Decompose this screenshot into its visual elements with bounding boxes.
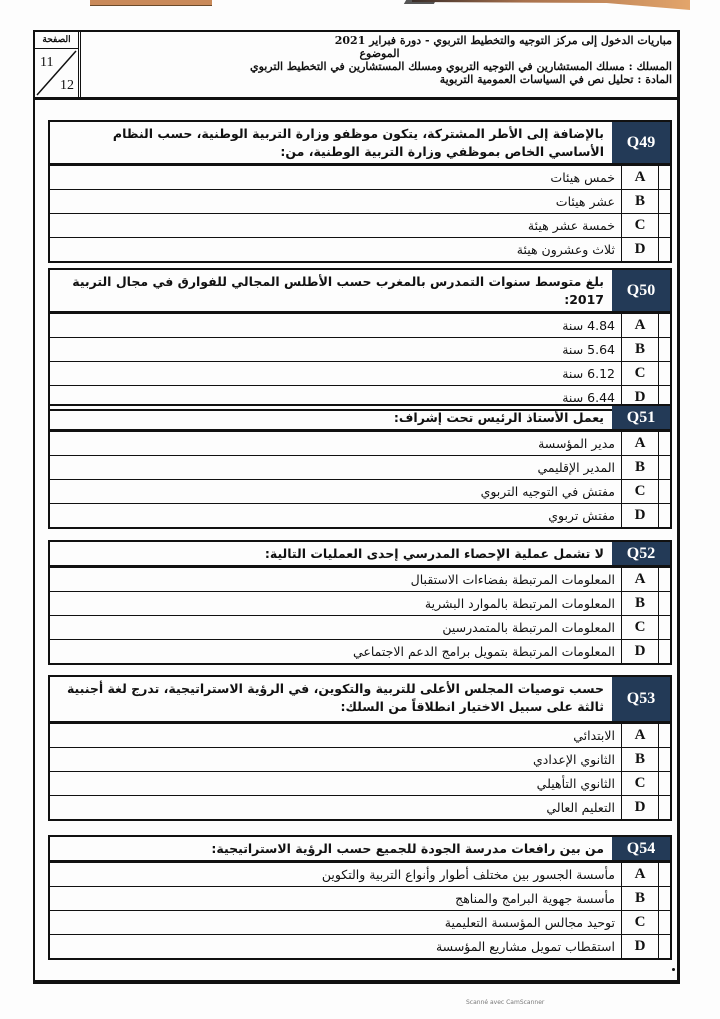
page-current: 11 <box>40 55 54 70</box>
option-spacer <box>659 456 670 479</box>
subject-heading: الموضوع <box>359 47 400 60</box>
option-text: الابتدائي <box>573 728 615 743</box>
option-text: 6.44 سنة <box>562 390 615 405</box>
question-header <box>50 406 670 431</box>
option-text: مأسسة الجسور بين مختلف أطوار وأنواع التربية والتكوين <box>321 867 615 882</box>
option-spacer <box>659 338 670 361</box>
question-block <box>48 835 672 960</box>
option-letter: D <box>621 640 659 663</box>
question-header <box>50 270 670 313</box>
answer-option[interactable] <box>50 503 670 527</box>
option-letter: A <box>621 432 659 455</box>
answer-option[interactable] <box>50 615 670 639</box>
answer-option[interactable] <box>50 591 670 615</box>
answer-option[interactable] <box>50 337 670 361</box>
option-text: مأسسة جهوية البرامج والمناهج <box>455 891 615 906</box>
page-numbers <box>35 49 78 96</box>
option-text: 5.64 سنة <box>562 342 615 357</box>
question-number: Q50 <box>612 270 670 311</box>
answer-option[interactable] <box>50 213 670 237</box>
option-letter: B <box>621 338 659 361</box>
option-text: المدير الإقليمي <box>537 460 615 475</box>
answer-option[interactable] <box>50 313 670 337</box>
option-letter: A <box>621 166 659 189</box>
option-letter: C <box>621 214 659 237</box>
option-letter: A <box>621 724 659 747</box>
option-spacer <box>659 935 670 958</box>
question-text: حسب توصيات المجلس الأعلى للتربية والتكوين، في الرؤية الاستراتيجية، تدرج لغة أجنبية ثالثة على سبيل الاختيار انطلاقاً من السلك: <box>66 681 604 714</box>
option-letter: C <box>621 911 659 934</box>
option-text: المعلومات المرتبطة بتمويل برامج الدعم الاجتماعي <box>352 644 615 659</box>
answer-option[interactable] <box>50 747 670 771</box>
option-spacer <box>659 887 670 910</box>
question-block <box>48 268 672 411</box>
option-spacer <box>659 911 670 934</box>
answer-option[interactable] <box>50 934 670 958</box>
option-spacer <box>659 568 670 591</box>
scanner-watermark: Scanné avec CamScanner <box>466 999 545 1006</box>
option-letter: D <box>621 504 659 527</box>
option-spacer <box>659 504 670 527</box>
answer-option[interactable] <box>50 189 670 213</box>
subject-line: المادة : تحليل نص في السياسات العمومية التربوية <box>439 73 672 86</box>
option-letter: B <box>621 592 659 615</box>
option-text: عشر هيئات <box>555 194 615 209</box>
option-spacer <box>659 640 670 663</box>
answer-option[interactable] <box>50 237 670 261</box>
answer-option[interactable] <box>50 361 670 385</box>
option-letter: A <box>621 314 659 337</box>
question-text: بالإضافة إلى الأطر المشتركة، يتكون موظفو وزارة التربية الوطنية، حسب النظام الأساسي الخاص بموظفي وزارة التربية الوطنية، من: <box>112 126 604 159</box>
option-spacer <box>659 238 670 261</box>
answer-option[interactable] <box>50 431 670 455</box>
answer-option[interactable] <box>50 910 670 934</box>
question-text: من بين رافعات مدرسة الجودة للجميع حسب الرؤية الاستراتيجية: <box>211 841 604 856</box>
answer-option[interactable] <box>50 455 670 479</box>
option-text: مفتش تربوي <box>548 508 615 523</box>
option-text: المعلومات المرتبطة بالموارد البشرية <box>424 596 615 611</box>
question-text: لا تشمل عملية الإحصاء المدرسي إحدى العمليات التالية: <box>264 546 604 561</box>
option-letter: B <box>621 190 659 213</box>
option-letter: A <box>621 568 659 591</box>
option-spacer <box>659 592 670 615</box>
answer-option[interactable] <box>50 862 670 886</box>
question-block <box>48 540 672 665</box>
question-header <box>50 837 670 862</box>
option-letter: D <box>621 238 659 261</box>
option-letter: B <box>621 456 659 479</box>
question-number: Q49 <box>612 122 670 163</box>
option-text: استقطاب تمويل مشاريع المؤسسة <box>435 939 615 954</box>
option-letter: C <box>621 616 659 639</box>
option-text: المعلومات المرتبطة بالمتمدرسين <box>442 620 615 635</box>
page-number-box <box>35 32 81 97</box>
option-letter: C <box>621 772 659 795</box>
answer-option[interactable] <box>50 795 670 819</box>
option-spacer <box>659 214 670 237</box>
question-number: Q54 <box>612 837 670 860</box>
option-spacer <box>659 190 670 213</box>
answer-option[interactable] <box>50 639 670 663</box>
answer-option[interactable] <box>50 479 670 503</box>
option-text: المعلومات المرتبطة بفضاءات الاستقبال <box>410 572 615 587</box>
question-number: Q53 <box>612 677 670 721</box>
answer-option[interactable] <box>50 723 670 747</box>
option-letter: A <box>621 863 659 886</box>
question-block <box>48 675 672 821</box>
option-spacer <box>659 362 670 385</box>
option-letter: C <box>621 362 659 385</box>
exam-title: مباريات الدخول إلى مركز التوجيه والتخطيط التربوي - دورة فبراير 2021 <box>334 34 672 47</box>
option-letter: B <box>621 748 659 771</box>
bleed-shape-right <box>412 0 690 10</box>
option-spacer <box>659 863 670 886</box>
question-block <box>48 120 672 263</box>
option-text: 4.84 سنة <box>562 318 615 333</box>
page-bleed-through <box>0 0 720 14</box>
answer-option[interactable] <box>50 567 670 591</box>
option-letter: B <box>621 887 659 910</box>
option-text: التعليم العالي <box>546 800 615 815</box>
bleed-shape-left <box>90 0 212 6</box>
option-text: توحيد مجالس المؤسسة التعليمية <box>444 915 615 930</box>
option-spacer <box>659 480 670 503</box>
option-spacer <box>659 432 670 455</box>
page-label: الصفحة <box>35 32 78 49</box>
option-text: الثانوي التأهيلي <box>536 776 615 791</box>
question-text: بلغ متوسط سنوات التمدرس بالمغرب حسب الأطلس المجالي للفوارق في مجال التربية 2017: <box>72 274 604 307</box>
exam-header <box>35 32 678 100</box>
question-block <box>48 404 672 529</box>
page-total: 12 <box>60 78 74 93</box>
question-header <box>50 542 670 567</box>
question-number: Q51 <box>612 406 670 429</box>
option-letter: D <box>621 796 659 819</box>
option-text: خمس هيئات <box>550 170 615 185</box>
answer-option[interactable] <box>50 165 670 189</box>
option-spacer <box>659 616 670 639</box>
question-number: Q52 <box>612 542 670 565</box>
option-spacer <box>659 772 670 795</box>
option-spacer <box>659 166 670 189</box>
track-line: المسلك : مسلك المستشارين في التوجيه التربوي ومسلك المستشارين في التخطيط التربوي <box>249 60 672 73</box>
question-header <box>50 122 670 165</box>
option-letter: D <box>621 386 659 409</box>
question-header <box>50 677 670 723</box>
option-text: ثلاث وعشرون هيئة <box>516 242 615 257</box>
option-letter: D <box>621 935 659 958</box>
option-text: مدير المؤسسة <box>538 436 615 451</box>
option-text: 6.12 سنة <box>562 366 615 381</box>
answer-option[interactable] <box>50 771 670 795</box>
question-text: يعمل الأستاذ الرئيس تحت إشراف: <box>393 410 604 425</box>
option-text: مفتش في التوجيه التربوي <box>480 484 615 499</box>
option-spacer <box>659 724 670 747</box>
option-text: الثانوي الإعدادي <box>532 752 615 767</box>
option-spacer <box>659 796 670 819</box>
option-letter: C <box>621 480 659 503</box>
option-spacer <box>659 748 670 771</box>
scan-speck <box>672 968 675 971</box>
option-text: خمسة عشر هيئة <box>527 218 615 233</box>
option-spacer <box>659 314 670 337</box>
answer-option[interactable] <box>50 886 670 910</box>
header-info <box>81 32 678 97</box>
